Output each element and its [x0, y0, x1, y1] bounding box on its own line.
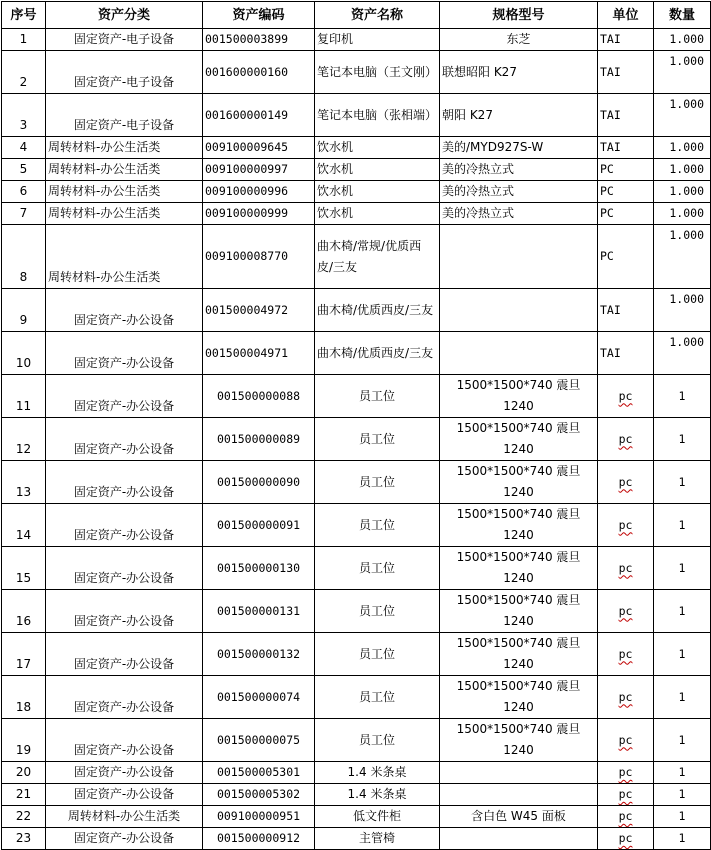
- cell-qty: 1: [654, 504, 711, 547]
- cell-code: 001500000089: [203, 418, 315, 461]
- cell-category: 固定资产-电子设备: [46, 51, 203, 94]
- cell-spec: 1500*1500*740 震旦 1240: [440, 676, 598, 719]
- cell-spec: 含白色 W45 面板: [440, 806, 598, 828]
- cell-unit: pc: [618, 689, 633, 704]
- cell-qty: 1.000: [654, 29, 711, 51]
- table-row: [2, 29, 711, 51]
- cell-category: 周转材料-办公生活类: [46, 225, 203, 289]
- table-row: [2, 547, 711, 590]
- table-row: [2, 504, 711, 547]
- cell-name: 笔记本电脑（张相端）: [315, 94, 440, 137]
- cell-code: 009100008770: [203, 225, 315, 289]
- cell-name: 员工位: [315, 504, 440, 547]
- cell-name: 员工位: [315, 547, 440, 590]
- cell-name: 饮水机: [315, 159, 440, 181]
- header-code: 资产编码: [203, 2, 315, 29]
- cell-code: 009100000997: [203, 159, 315, 181]
- cell-code: 001600000149: [203, 94, 315, 137]
- cell-name: 1.4 米条桌: [315, 784, 440, 806]
- table-row: [2, 418, 711, 461]
- table-row: [2, 332, 711, 375]
- cell-spec: [440, 225, 598, 289]
- cell-seq: 16: [2, 590, 46, 633]
- cell-category: 周转材料-办公生活类: [46, 181, 203, 203]
- cell-category: 周转材料-办公生活类: [46, 806, 203, 828]
- cell-code: 001500000130: [203, 547, 315, 590]
- cell-code: 001500003899: [203, 29, 315, 51]
- cell-unit: TAI: [598, 289, 654, 332]
- cell-name: 1.4 米条桌: [315, 762, 440, 784]
- cell-name: 员工位: [315, 590, 440, 633]
- table-row: [2, 94, 711, 137]
- table-row: [2, 159, 711, 181]
- cell-code: 001500000132: [203, 633, 315, 676]
- cell-seq: 9: [2, 289, 46, 332]
- cell-unit: TAI: [598, 51, 654, 94]
- cell-spec: [440, 828, 598, 850]
- cell-seq: 7: [2, 203, 46, 225]
- cell-seq: 14: [2, 504, 46, 547]
- table-row: [2, 289, 711, 332]
- cell-unit: pc: [618, 787, 633, 801]
- table-row: [2, 181, 711, 203]
- cell-qty: 1: [654, 762, 711, 784]
- cell-spec: 朝阳 K27: [440, 94, 598, 137]
- cell-name: 员工位: [315, 676, 440, 719]
- cell-category: 固定资产-办公设备: [46, 461, 203, 504]
- cell-qty: 1.000: [654, 203, 711, 225]
- header-unit: 单位: [598, 2, 654, 29]
- cell-seq: 23: [2, 828, 46, 850]
- cell-spec: 1500*1500*740 震旦 1240: [440, 633, 598, 676]
- header-qty: 数量: [654, 2, 711, 29]
- cell-spec: 1500*1500*740 震旦 1240: [440, 719, 598, 762]
- cell-name: 复印机: [315, 29, 440, 51]
- cell-spec: [440, 784, 598, 806]
- cell-name: 员工位: [315, 418, 440, 461]
- cell-category: 周转材料-办公生活类: [46, 159, 203, 181]
- cell-seq: 20: [2, 762, 46, 784]
- cell-category: 固定资产-办公设备: [46, 719, 203, 762]
- cell-spec: 美的冷热立式: [440, 203, 598, 225]
- cell-qty: 1: [654, 418, 711, 461]
- cell-category: 固定资产-办公设备: [46, 547, 203, 590]
- cell-unit: pc: [618, 831, 633, 845]
- asset-table: [1, 1, 711, 850]
- table-row: [2, 590, 711, 633]
- cell-seq: 2: [2, 51, 46, 94]
- cell-code: 001500000074: [203, 676, 315, 719]
- header-spec: 规格型号: [440, 2, 598, 29]
- cell-unit: pc: [618, 388, 633, 403]
- cell-name: 员工位: [315, 633, 440, 676]
- cell-qty: 1.000: [654, 137, 711, 159]
- cell-qty: 1: [654, 375, 711, 418]
- cell-category: 固定资产-办公设备: [46, 784, 203, 806]
- cell-seq: 8: [2, 225, 46, 289]
- cell-unit: pc: [618, 474, 633, 489]
- cell-name: 饮水机: [315, 181, 440, 203]
- header-row: [2, 2, 711, 29]
- cell-spec: 美的冷热立式: [440, 159, 598, 181]
- cell-unit: pc: [618, 560, 633, 575]
- cell-category: 固定资产-电子设备: [46, 94, 203, 137]
- cell-seq: 13: [2, 461, 46, 504]
- table-row: [2, 633, 711, 676]
- cell-name: 曲木椅/优质西皮/三友: [315, 332, 440, 375]
- cell-spec: 联想昭阳 K27: [440, 51, 598, 94]
- cell-qty: 1: [654, 633, 711, 676]
- cell-seq: 22: [2, 806, 46, 828]
- cell-qty: 1.000: [654, 289, 711, 332]
- cell-qty: 1: [654, 784, 711, 806]
- cell-name: 曲木椅/优质西皮/三友: [315, 289, 440, 332]
- table-row: [2, 828, 711, 850]
- cell-name: 笔记本电脑（王文刚）: [315, 51, 440, 94]
- cell-code: 001500000090: [203, 461, 315, 504]
- cell-name: 饮水机: [315, 137, 440, 159]
- cell-qty: 1.000: [654, 159, 711, 181]
- cell-unit: PC: [598, 159, 654, 181]
- cell-qty: 1: [654, 461, 711, 504]
- table-row: [2, 784, 711, 806]
- cell-code: 001500005301: [203, 762, 315, 784]
- cell-unit: PC: [598, 181, 654, 203]
- cell-code: 001600000160: [203, 51, 315, 94]
- cell-category: 周转材料-办公生活类: [46, 203, 203, 225]
- cell-code: 009100000951: [203, 806, 315, 828]
- cell-spec: 1500*1500*740 震旦 1240: [440, 547, 598, 590]
- cell-spec: [440, 289, 598, 332]
- cell-seq: 6: [2, 181, 46, 203]
- cell-name: 员工位: [315, 375, 440, 418]
- cell-name: 员工位: [315, 719, 440, 762]
- cell-seq: 17: [2, 633, 46, 676]
- cell-code: 001500000091: [203, 504, 315, 547]
- cell-category: 固定资产-办公设备: [46, 289, 203, 332]
- cell-unit: pc: [618, 646, 633, 661]
- cell-qty: 1: [654, 590, 711, 633]
- cell-spec: [440, 332, 598, 375]
- header-seq: 序号: [2, 2, 46, 29]
- header-name: 资产名称: [315, 2, 440, 29]
- cell-name: 主管椅: [315, 828, 440, 850]
- cell-code: 001500000088: [203, 375, 315, 418]
- cell-spec: [440, 762, 598, 784]
- cell-code: 001500004971: [203, 332, 315, 375]
- cell-seq: 11: [2, 375, 46, 418]
- cell-qty: 1: [654, 676, 711, 719]
- cell-category: 固定资产-办公设备: [46, 676, 203, 719]
- cell-unit: pc: [618, 603, 633, 618]
- cell-spec: 1500*1500*740 震旦 1240: [440, 461, 598, 504]
- cell-seq: 21: [2, 784, 46, 806]
- cell-qty: 1.000: [654, 225, 711, 289]
- cell-qty: 1: [654, 547, 711, 590]
- cell-name: 饮水机: [315, 203, 440, 225]
- cell-spec: 1500*1500*740 震旦 1240: [440, 590, 598, 633]
- cell-qty: 1: [654, 828, 711, 850]
- cell-unit: pc: [618, 732, 633, 747]
- cell-unit: PC: [598, 225, 654, 289]
- cell-code: 001500004972: [203, 289, 315, 332]
- table-row: [2, 719, 711, 762]
- cell-code: 001500000075: [203, 719, 315, 762]
- table-row: [2, 676, 711, 719]
- cell-seq: 18: [2, 676, 46, 719]
- cell-unit: PC: [598, 203, 654, 225]
- cell-name: 员工位: [315, 461, 440, 504]
- cell-qty: 1: [654, 806, 711, 828]
- cell-category: 固定资产-办公设备: [46, 375, 203, 418]
- cell-code: 001500000912: [203, 828, 315, 850]
- table-row: [2, 806, 711, 828]
- cell-qty: 1.000: [654, 181, 711, 203]
- cell-category: 固定资产-办公设备: [46, 828, 203, 850]
- table-row: [2, 375, 711, 418]
- cell-category: 固定资产-办公设备: [46, 418, 203, 461]
- cell-name: 低文件柜: [315, 806, 440, 828]
- cell-name: 曲木椅/常规/优质西皮/三友: [315, 225, 440, 289]
- cell-seq: 3: [2, 94, 46, 137]
- table-row: [2, 137, 711, 159]
- cell-unit: TAI: [598, 137, 654, 159]
- cell-seq: 10: [2, 332, 46, 375]
- table-row: [2, 225, 711, 289]
- cell-code: 001500005302: [203, 784, 315, 806]
- cell-code: 001500000131: [203, 590, 315, 633]
- cell-unit: TAI: [598, 29, 654, 51]
- cell-unit: pc: [618, 431, 633, 446]
- cell-unit: pc: [618, 517, 633, 532]
- cell-code: 009100000999: [203, 203, 315, 225]
- cell-seq: 12: [2, 418, 46, 461]
- table-row: [2, 762, 711, 784]
- cell-category: 周转材料-办公生活类: [46, 137, 203, 159]
- cell-spec: 东芝: [440, 29, 598, 51]
- cell-qty: 1.000: [654, 51, 711, 94]
- cell-seq: 5: [2, 159, 46, 181]
- cell-unit: pc: [618, 809, 633, 823]
- cell-code: 009100000996: [203, 181, 315, 203]
- table-row: [2, 51, 711, 94]
- table-row: [2, 203, 711, 225]
- cell-category: 固定资产-办公设备: [46, 590, 203, 633]
- cell-spec: 1500*1500*740 震旦 1240: [440, 504, 598, 547]
- cell-qty: 1: [654, 719, 711, 762]
- cell-spec: 1500*1500*740 震旦 1240: [440, 418, 598, 461]
- cell-category: 固定资产-办公设备: [46, 332, 203, 375]
- cell-qty: 1.000: [654, 94, 711, 137]
- cell-category: 固定资产-办公设备: [46, 633, 203, 676]
- cell-unit: TAI: [598, 94, 654, 137]
- cell-qty: 1.000: [654, 332, 711, 375]
- cell-seq: 1: [2, 29, 46, 51]
- cell-unit: pc: [618, 765, 633, 779]
- cell-category: 固定资产-办公设备: [46, 504, 203, 547]
- cell-seq: 15: [2, 547, 46, 590]
- cell-category: 固定资产-办公设备: [46, 762, 203, 784]
- cell-unit: TAI: [598, 332, 654, 375]
- cell-seq: 4: [2, 137, 46, 159]
- cell-seq: 19: [2, 719, 46, 762]
- cell-spec: 1500*1500*740 震旦 1240: [440, 375, 598, 418]
- cell-spec: 美的/MYD927S-W: [440, 137, 598, 159]
- header-category: 资产分类: [46, 2, 203, 29]
- cell-code: 009100009645: [203, 137, 315, 159]
- cell-category: 固定资产-电子设备: [46, 29, 203, 51]
- table-row: [2, 461, 711, 504]
- cell-spec: 美的冷热立式: [440, 181, 598, 203]
